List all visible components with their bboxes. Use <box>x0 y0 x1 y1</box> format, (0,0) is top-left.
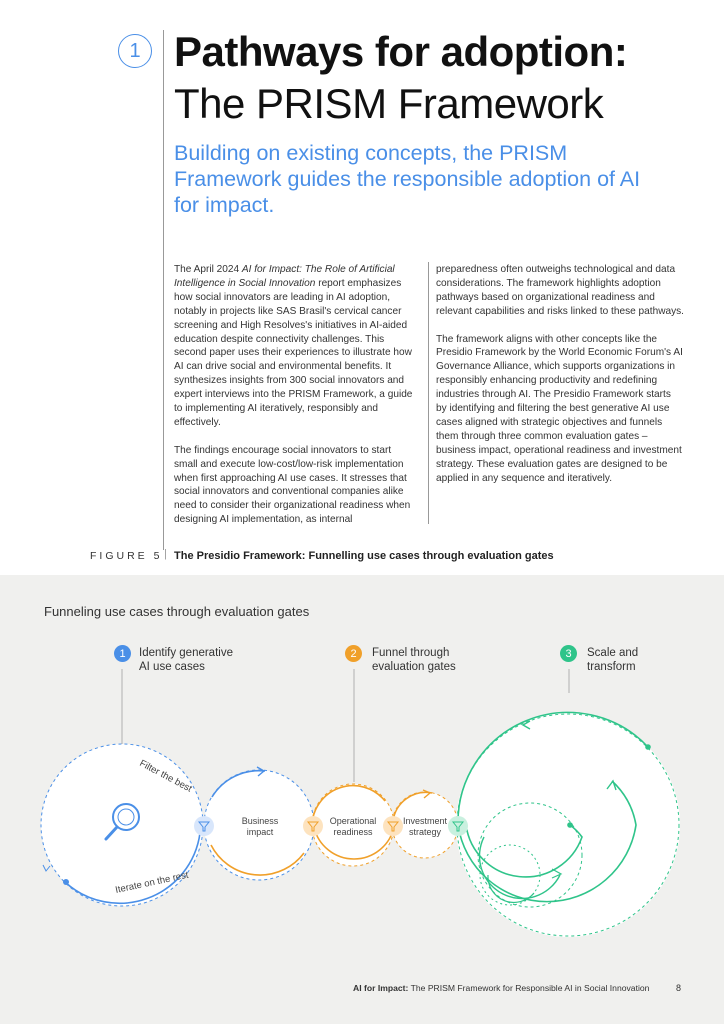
gate-label: Business <box>241 816 279 826</box>
figure-title: The Presidio Framework: Funnelling use cases through evaluation gates <box>174 550 554 562</box>
step-1-badge: 1 <box>114 645 131 662</box>
figure-separator: | <box>164 548 167 560</box>
subtitle: Building on existing concepts, the PRISM Framework guides the responsible adoption of AI for impact. <box>174 141 641 217</box>
funnel-diagram <box>0 575 724 1024</box>
paragraph: preparedness often outweighs technological and data considerations. The framework highlights adoption pathways based on organizational readiness and relevant capabilities and risks linked to these pathways. <box>436 264 684 317</box>
funnel-icon <box>303 816 323 836</box>
step-1-label: Identify generative AI use cases <box>139 647 233 673</box>
gate-label: impact <box>246 827 274 837</box>
step-2-badge: 2 <box>345 645 362 662</box>
funnel-icon <box>448 816 468 836</box>
curved-label-top: Filter the best <box>137 757 194 795</box>
gate-label: strategy <box>408 827 442 837</box>
footer-text: AI for Impact: The PRISM Framework for Responsible AI in Social Innovation <box>353 983 650 993</box>
gate-label: Operational <box>329 816 377 826</box>
page-number: 8 <box>676 983 682 993</box>
section-number: 1 <box>129 39 141 62</box>
arrow-head <box>43 865 50 871</box>
curved-label-bottom: Iterate on the rest <box>114 869 190 896</box>
step-2-label: Funnel through evaluation gates <box>372 647 456 673</box>
vertical-divider <box>163 30 164 550</box>
gate-label: Investment <box>402 816 448 826</box>
column-divider <box>428 262 429 524</box>
funnel-icon <box>194 816 214 836</box>
step-3-label: Scale and transform <box>587 647 639 673</box>
step-3-badge: 3 <box>560 645 577 662</box>
paragraph: The framework aligns with other concepts like the Presidio Framework by the World Economic Forum's AI Governance Alliance, which supports organizations in responsibly enhancing productivity and redefining industries through AI. The Presidio Framework starts by identifying and filtering the best generative AI use cases aligned with strategic objectives and funnels them through three common evaluation gates – business impact, operational readiness and investment strategy. These evaluation gates are designed to be applied in any sequence and iteratively. <box>436 333 683 484</box>
paragraph: The findings encourage social innovators to start small and execute low-cost/low-risk implementation when first approaching AI use cases. It stresses that social innovators and conventional companies alike need to consider their organizational readiness when designing AI implementation, as internal <box>174 444 411 526</box>
iterate-dot <box>63 879 69 885</box>
page-title-secondary: The PRISM Framework <box>174 80 604 127</box>
funnel-icon <box>383 816 403 836</box>
report-title: AI for Impact: The Role of Artificial Intelligence in Social Innovation <box>174 264 395 289</box>
body-column-right <box>436 263 684 499</box>
figure-panel-title: Funneling use cases through evaluation gates <box>44 604 310 619</box>
page-title: Pathways for adoption: <box>174 28 628 75</box>
section-number-badge <box>118 34 152 68</box>
paragraph: The April 2024 AI for Impact: The Role of Artificial Intelligence in Social Innovation report emphasizes how social innovators are leading in AI adoption, notably in projects like SAS Brasil's cervical cancer screening and High Resolves's initiatives in AI-aided education despite connectivity challenges. This second paper uses their experiences to illustrate how AI can drive social and environmental benefits. It synthesizes insights from 300 social innovators and expert interviews into the PRISM Framework, a guide to implementing AI iteratively, responsibly and effectively. <box>174 264 413 428</box>
figure-label: FIGURE 5 <box>90 550 163 562</box>
body-column-left <box>174 263 416 541</box>
gate-label: readiness <box>333 827 373 837</box>
